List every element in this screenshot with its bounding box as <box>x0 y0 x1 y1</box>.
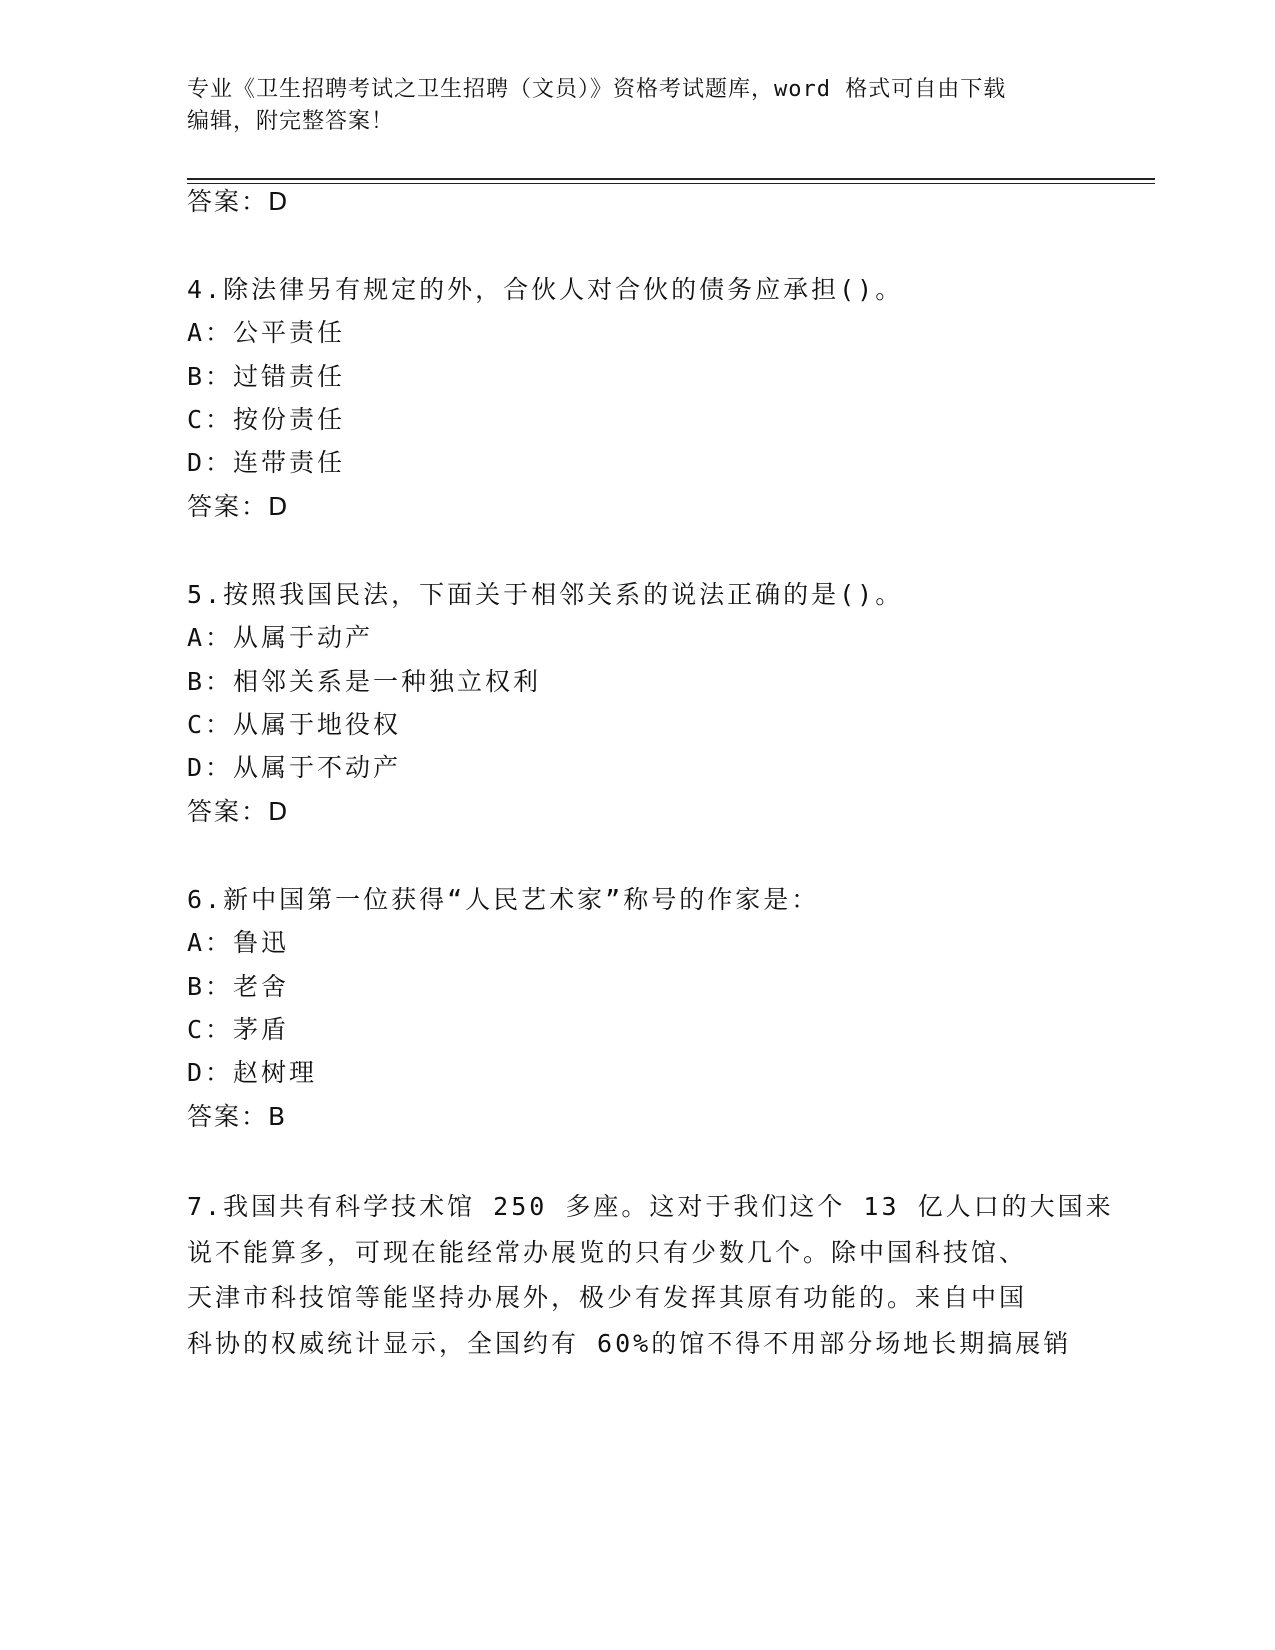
question-6-answer: 答案：B <box>187 1102 288 1131</box>
question-7-line-3: 天津市科技馆等能坚持办展外，极少有发挥其原有功能的。来自中国 <box>187 1283 1028 1312</box>
question-4-option-c: C：按份责任 <box>187 405 346 434</box>
question-5-option-b: B：相邻关系是一种独立权利 <box>187 667 542 696</box>
question-6-option-b: B：老舍 <box>187 972 290 1001</box>
question-6-text: 6.新中国第一位获得“人民艺术家”称号的作家是： <box>187 885 820 914</box>
question-5-option-c: C：从属于地役权 <box>187 710 402 739</box>
question-6-option-d: D：赵树理 <box>187 1058 318 1087</box>
question-6-option-a: A：鲁迅 <box>187 928 290 957</box>
question-5-answer: 答案：D <box>187 797 290 826</box>
header-line-1: 专业《卫生招聘考试之卫生招聘（文员）》资格考试题库，word 格式可自由下载 <box>187 77 1007 102</box>
question-5-option-a: A：从属于动产 <box>187 623 374 652</box>
header-line-2: 编辑，附完整答案！ <box>187 109 395 134</box>
header-divider-thin <box>187 183 1155 184</box>
question-5-text: 5.按照我国民法，下面关于相邻关系的说法正确的是()。 <box>187 580 904 609</box>
question-4-answer: 答案：D <box>187 492 290 521</box>
previous-answer: 答案：D <box>187 187 290 216</box>
document-header <box>187 74 1067 138</box>
question-4-option-b: B：过错责任 <box>187 362 346 391</box>
question-7-line-4: 科协的权威统计显示，全国约有 60%的馆不得不用部分场地长期搞展销 <box>187 1328 1072 1358</box>
question-4-option-a: A：公平责任 <box>187 318 346 347</box>
question-6-option-c: C：茅盾 <box>187 1015 290 1044</box>
question-7-text <box>187 1184 1114 1366</box>
header-divider-thick <box>187 178 1155 180</box>
question-7-line-1: 7.我国共有科学技术馆 250 多座。这对于我们这个 13 亿人口的大国来 <box>187 1192 1114 1221</box>
question-5-option-d: D：从属于不动产 <box>187 753 402 782</box>
question-4-text: 4.除法律另有规定的外，合伙人对合伙的债务应承担()。 <box>187 275 904 304</box>
question-7-line-2: 说不能算多，可现在能经常办展览的只有少数几个。除中国科技馆、 <box>187 1237 1028 1267</box>
question-4-option-d: D：连带责任 <box>187 448 346 477</box>
